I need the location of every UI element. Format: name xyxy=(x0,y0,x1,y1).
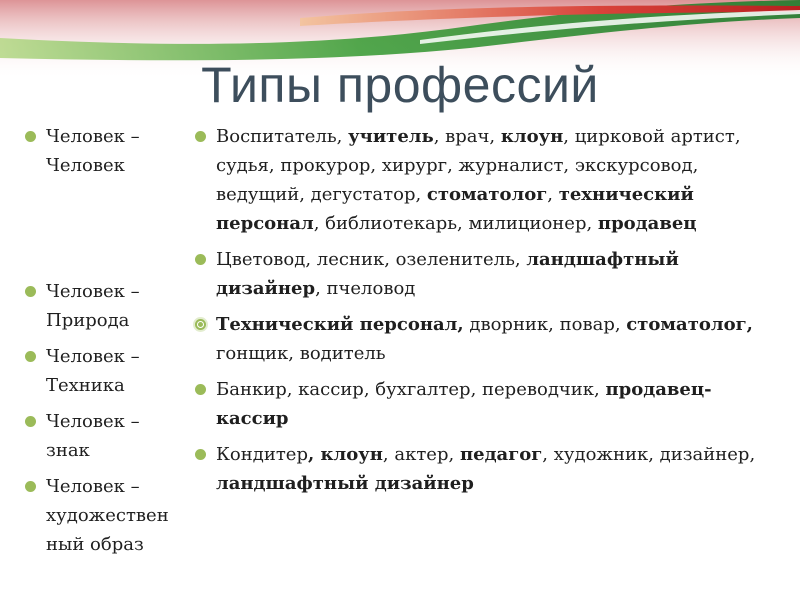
category-item xyxy=(20,122,195,180)
profession-text-bold: клоун xyxy=(500,126,564,147)
right-profession-list xyxy=(190,122,770,498)
category-label-line2: Техника xyxy=(46,375,125,396)
profession-item xyxy=(190,310,770,368)
category-label-line1: Человек – xyxy=(46,281,140,302)
profession-text-regular: , xyxy=(547,184,559,205)
profession-item xyxy=(190,440,770,498)
profession-text-bold: стоматолог, xyxy=(626,314,753,335)
left-category-list xyxy=(20,122,195,559)
profession-text-bold: ландшафтный дизайнер xyxy=(216,249,686,299)
profession-text-regular: дворник, повар, xyxy=(463,314,627,335)
profession-text xyxy=(216,440,770,498)
bullet-icon xyxy=(195,384,206,395)
category-label-line2: Природа xyxy=(46,310,130,331)
profession-text-regular: , пчеловод xyxy=(315,278,416,299)
profession-text-regular: Кондитер xyxy=(216,444,308,465)
category-label-line2: Человек xyxy=(46,155,125,176)
profession-text-bold: учитель xyxy=(348,126,434,147)
category-item xyxy=(20,277,195,335)
category-item xyxy=(20,472,195,559)
profession-text-bold: ландшафтный дизайнер xyxy=(216,473,474,494)
bullet-icon xyxy=(195,449,206,460)
bullet-icon xyxy=(25,286,36,297)
profession-text-bold: Технический персонал, xyxy=(216,314,464,335)
profession-item xyxy=(190,375,770,433)
profession-text-bold: стоматолог xyxy=(426,184,548,205)
category-item xyxy=(20,342,195,400)
profession-text-bold: технический персонал xyxy=(216,184,701,234)
category-label-line2: знак xyxy=(46,440,90,461)
category-label-line1: Человек – xyxy=(46,476,140,497)
profession-text-regular: Цветовод, лесник, озеленитель, xyxy=(216,249,527,270)
slide-title: Типы профессий xyxy=(201,57,599,113)
profession-text-regular: Воспитатель, xyxy=(216,126,349,147)
profession-text-bold: продавец xyxy=(597,213,697,234)
category-label-line3: ный образ xyxy=(46,534,144,555)
category-label-line1: Человек – xyxy=(46,346,140,367)
profession-item xyxy=(190,245,770,303)
category-label-line1: Человек – xyxy=(46,126,140,147)
profession-text-regular: гонщик, водитель xyxy=(216,314,759,364)
profession-text-bold: , клоун xyxy=(307,444,383,465)
profession-text-regular: , актер, xyxy=(382,444,460,465)
profession-text-regular: Банкир, кассир, бухгалтер, переводчик, xyxy=(216,379,606,400)
profession-text-regular: , библиотекарь, милиционер, xyxy=(313,213,598,234)
profession-item xyxy=(190,122,770,238)
bullet-icon xyxy=(25,416,36,427)
bullet-icon xyxy=(195,319,206,330)
category-label-line1: Человек – xyxy=(46,411,140,432)
profession-text-bold: продавец-кассир xyxy=(216,379,712,429)
bullet-icon xyxy=(25,481,36,492)
bullet-icon xyxy=(195,131,206,142)
profession-text xyxy=(216,375,770,433)
bullet-icon xyxy=(195,254,206,265)
profession-text xyxy=(216,122,770,238)
profession-text-regular: , врач, xyxy=(433,126,501,147)
profession-text-bold: педагог xyxy=(459,444,543,465)
profession-text-regular: , художник, дизайнер, xyxy=(542,444,761,465)
bullet-icon xyxy=(25,351,36,362)
profession-text xyxy=(216,245,770,303)
bullet-icon xyxy=(25,131,36,142)
profession-text xyxy=(216,310,770,368)
profession-text-regular: , цирковой артист, судья, прокурор, хирург, журналист, экскурсовод, ведущий, дегустатор, xyxy=(216,126,747,205)
category-label-line2: художествен xyxy=(46,505,169,526)
category-item xyxy=(20,407,195,465)
